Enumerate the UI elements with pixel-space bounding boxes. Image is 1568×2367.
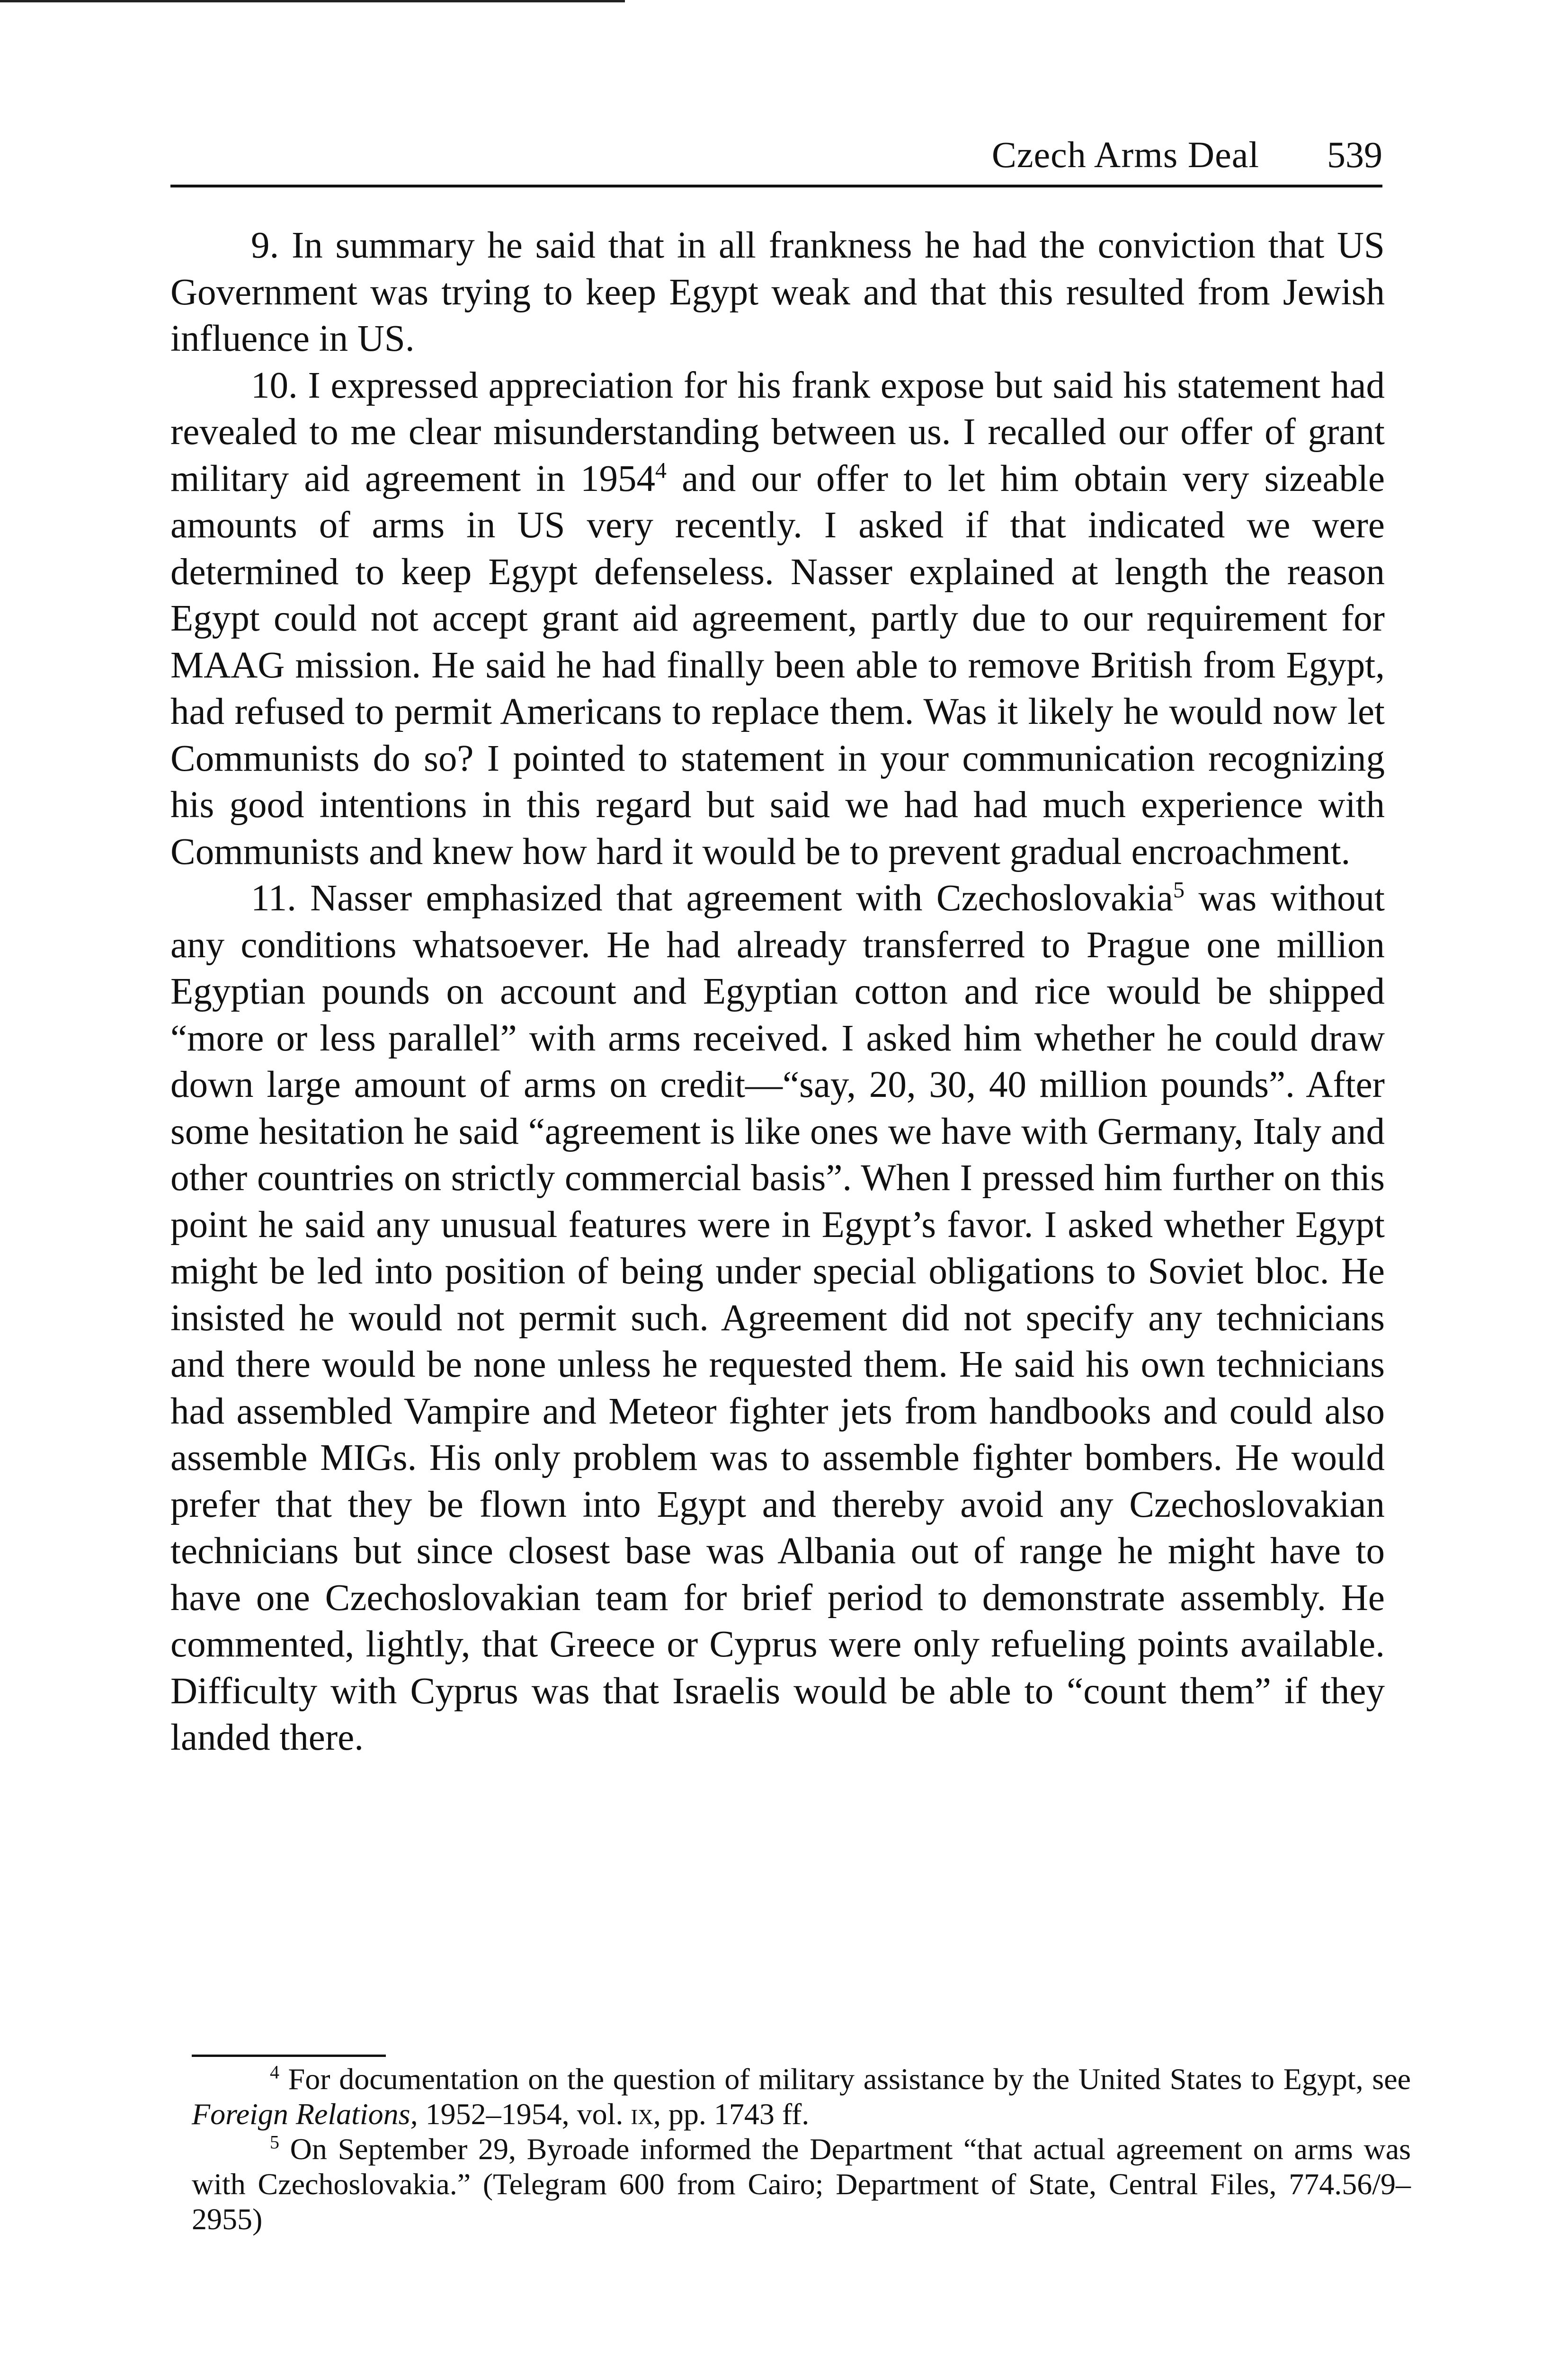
footnote-text: 1952–1954, vol. bbox=[418, 2097, 631, 2131]
footnote-mark: 5 bbox=[270, 2131, 279, 2153]
footnote-separator bbox=[192, 2055, 386, 2057]
running-header bbox=[170, 128, 1382, 187]
footnote-text: On September 29, Byroade informed the Department “that actual agreement on arms was with Czechoslovakia.” (Telegram 600 from Cairo; Department of State, Central Files, 774.56/9–2955) bbox=[192, 2132, 1411, 2236]
footnote-italic-title: Foreign Relations, bbox=[192, 2097, 418, 2131]
page-number: 539 bbox=[1327, 134, 1382, 175]
footnote-4 bbox=[192, 2062, 1411, 2132]
paragraph-number: 9. bbox=[251, 225, 279, 266]
paragraph-number: 11. bbox=[251, 878, 296, 919]
paragraph-text: In summary he said that in all frankness he had the conviction that US Government was trying to keep Egypt weak and that this resulted from Jewish influence in US. bbox=[170, 225, 1385, 359]
footnote-text: , pp. 1743 ff. bbox=[653, 2097, 810, 2131]
paragraph-9 bbox=[170, 222, 1385, 363]
header-title: Czech Arms Deal bbox=[991, 134, 1259, 175]
paragraph-11 bbox=[170, 875, 1385, 1762]
body-text bbox=[170, 222, 1385, 1762]
paragraph-text: I expressed appreciation for his frank expose but said his statement had revealed to me clear misunderstanding between us. I recalled our offer of grant military aid agreement in 1954 bbox=[170, 365, 1385, 499]
footnote-mark: 4 bbox=[270, 2061, 279, 2083]
paragraph-text: Nasser emphasized that agreement with Czechoslovakia bbox=[310, 878, 1173, 919]
footnote-volume: ix bbox=[631, 2097, 653, 2131]
page-top-edge bbox=[0, 0, 625, 2]
footnotes bbox=[192, 2062, 1411, 2237]
paragraph-text: was without any conditions whatsoever. He had already transferred to Prague one million Egyptian pounds on account and Egyptian cotton and rice would be shipped “more or less parallel” with arms received. I asked him whether he could draw down large amount of arms on credit—“say, 20, 30, 40 million pounds”. After some hesitation he said “agreement is like ones we have with Germany, Italy and other countries on strictly commercial basis”. When I pressed him further on this point he said any unusual features were in Egypt’s favor. I asked whether Egypt might be led into position of being under special obligations to Soviet bloc. He insisted he would not permit such. Agreement did not specify any technicians and there would be none unless he requested them. He said his own technicians had assembled Vampire and Meteor fighter jets from handbooks and could also assemble MIGs. His only problem was to assemble fighter bombers. He would prefer that they be flown into Egypt and thereby avoid any Czechoslovakian technicians but since closest base was Albania out of range he might have to have one Czechoslovakian team for brief period to demonstrate assembly. He commented, lightly, that Greece or Cyprus were only refueling points available. Difficulty with Cyprus was that Israelis would be able to “count them” if they landed there. bbox=[170, 878, 1385, 1758]
footnote-5 bbox=[192, 2132, 1411, 2237]
footnote-reference: 4 bbox=[655, 458, 667, 483]
paragraph-10 bbox=[170, 363, 1385, 876]
paragraph-number: 10. bbox=[251, 365, 298, 406]
footnote-reference: 5 bbox=[1173, 877, 1185, 903]
footnote-text: For documentation on the question of military assistance by the United States to Egypt, see bbox=[279, 2062, 1411, 2096]
paragraph-text: and our offer to let him obtain very sizeable amounts of arms in US very recently. I asked if that indicated we were determined to keep Egypt defenseless. Nasser explained at length the reason Egypt could not accept grant aid agreement, partly due to our requirement for MAAG mission. He said he had finally been able to remove British from Egypt, had refused to permit Americans to replace them. Was it likely he would now let Communists do so? I pointed to statement in your communication recognizing his good intentions in this regard but said we had had much experience with Communists and knew how hard it would be to prevent gradual encroachment. bbox=[170, 458, 1385, 872]
